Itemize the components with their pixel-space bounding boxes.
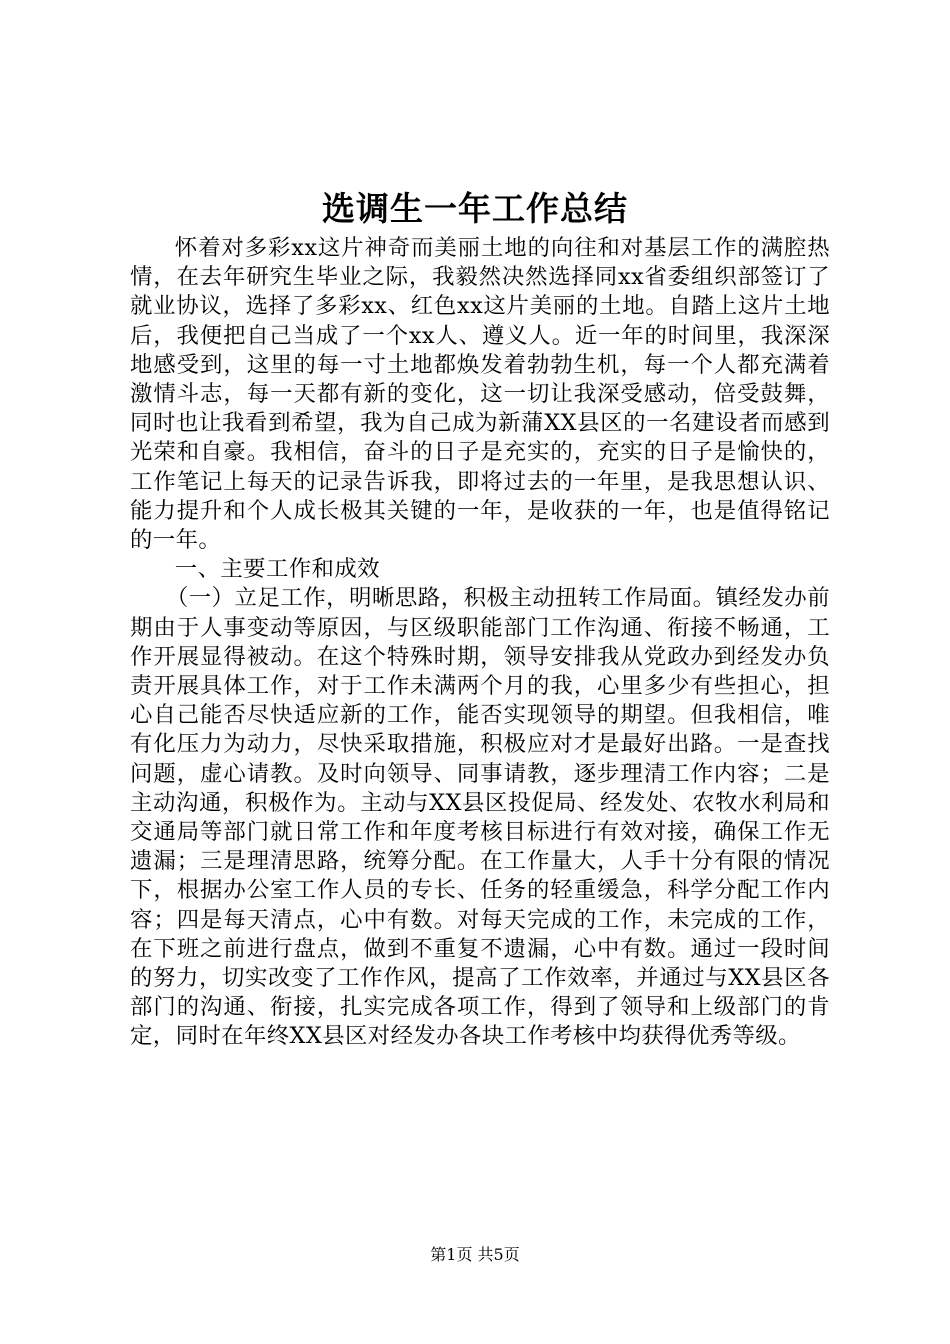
paragraph-intro: 怀着对多彩xx这片神奇而美丽土地的向往和对基层工作的满腔热情，在去年研究生毕业之际，我毅然决然选择同xx省委组织部签订了就业协议，选择了多彩xx、红色xx这片美丽的土地。自踏上这片土地后，我便把自己当成了一个xx人、遵义人。近一年的时间里，我深深地感受到，这里的每一寸土地都焕发着勃勃生机，每一个人都充满着激情斗志，每一天都有新的变化，这一切让我深受感动，倍受鼓舞，同时也让我看到希望，我为自己成为新蒲XX县区的一名建设者而感到光荣和自豪。我相信，奋斗的日子是充实的，充实的日子是愉快的，工作笔记上每天的记录告诉我，即将过去的一年里，是我思想认识、能力提升和个人成长极其关键的一年，是收获的一年，也是值得铭记的一年。 (130, 235, 830, 554)
section-heading: 一、主要工作和成效 (174, 556, 380, 583)
paragraph-section-1: （一）立足工作，明晰思路，积极主动扭转工作局面。镇经发办前期由于人事变动等原因，与区级职能部门工作沟通、衔接不畅通，工作开展显得被动。在这个特殊时期，领导安排我从党政办到经发办负责开展具体工作，对于工作未满两个月的我，心里多少有些担心，担心自己能否尽快适应新的工作，能否实现领导的期望。但我相信，唯有化压力为动力，尽快采取措施，积极应对才是最好出路。一是查找问题，虚心请教。及时向领导、同事请教，逐步理清工作内容；二是主动沟通，积极作为。主动与XX县区投促局、经发处、农牧水利局和交通局等部门就日常工作和年度考核目标进行有效对接，确保工作无遗漏；三是理清思路，统筹分配。在工作量大，人手十分有限的情况下，根据办公室工作人员的专长、任务的轻重缓急，科学分配工作内容；四是每天清点，心中有数。对每天完成的工作，未完成的工作，在下班之前进行盘点，做到不重复不遗漏，心中有数。通过一段时间的努力，切实改变了工作作风，提高了工作效率，并通过与XX县区各部门的沟通、衔接，扎实完成各项工作，得到了领导和上级部门的肯定，同时在年终XX县区对经发办各块工作考核中均获得优秀等级。 (130, 585, 830, 1050)
document-body (130, 234, 830, 1052)
page-number-footer: 第1页 共5页 (430, 1245, 520, 1264)
document-title: 选调生一年工作总结 (322, 189, 628, 228)
